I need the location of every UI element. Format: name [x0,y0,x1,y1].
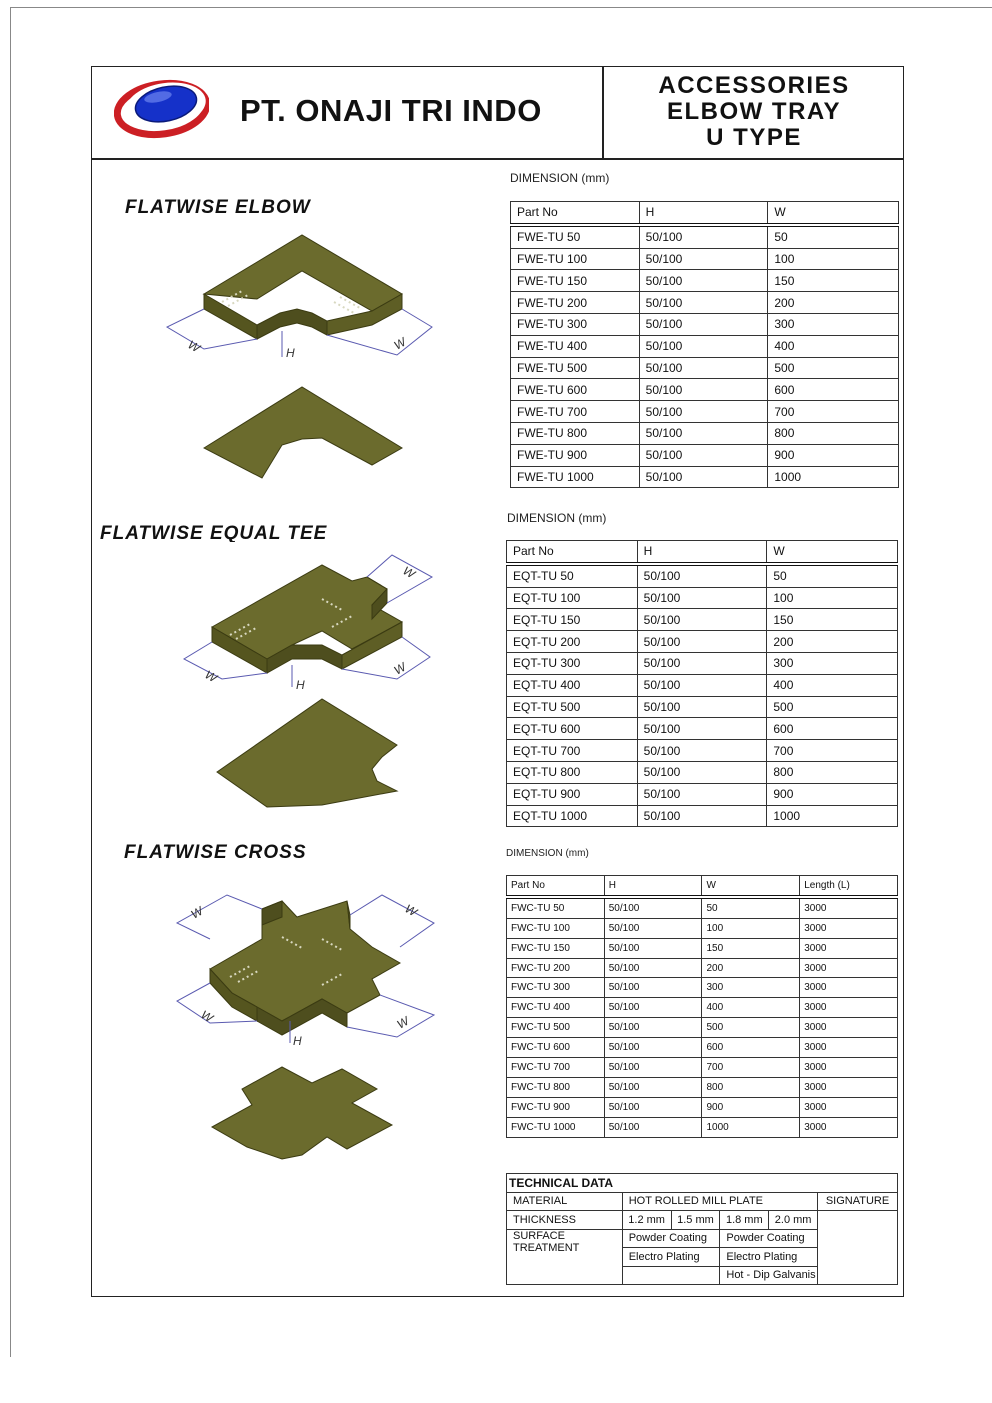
dim-label-w-left: W [202,667,220,686]
table-row [507,652,898,674]
document-title [604,73,904,151]
table-cell: 100 [767,587,898,609]
table-row [507,761,898,783]
dim-label-w-top: W [400,563,418,582]
table-row [507,1097,898,1117]
table-row [507,674,898,696]
table-cell: 50/100 [637,674,767,696]
column-header: W [702,876,800,897]
table-cell: 50/100 [604,998,702,1018]
technical-data-title: TECHNICAL DATA [507,1174,898,1193]
table-cell: 50/100 [639,401,768,423]
table-cell: FWC-TU 50 [507,897,605,918]
dim-label-w-top-right: W [402,901,420,920]
table-row [507,958,898,978]
surface-treatment-value: Powder Coating [622,1229,720,1248]
table-cell: EQT-TU 700 [507,740,638,762]
thickness-value: 2.0 mm [769,1211,818,1230]
column-header: H [639,202,768,225]
table-cell: 900 [768,444,899,466]
surface-treatment-value: Electro Plating [622,1248,720,1267]
column-header: W [767,541,898,564]
table-cell: 3000 [800,918,898,938]
table-cell: 1000 [702,1117,800,1137]
table-row [507,1117,898,1137]
dimension-label-cross: DIMENSION (mm) [506,848,589,859]
table-cell: 600 [768,379,899,401]
dim-label-h: H [293,1034,302,1048]
page-edge-top [10,7,992,8]
table-cell: FWE-TU 400 [511,335,640,357]
table-cell: FWC-TU 100 [507,918,605,938]
table-cell: 50/100 [637,652,767,674]
table-cell: 50/100 [639,422,768,444]
table-row [511,335,899,357]
table-cell: 600 [702,1038,800,1058]
table-row [511,225,899,248]
table-cell: 150 [767,609,898,631]
flatwise-equal-tee-drawing [172,547,452,807]
table-cell: EQT-TU 50 [507,564,638,587]
table-header-row [511,202,899,225]
table-cell: EQT-TU 150 [507,609,638,631]
table-cell: FWE-TU 200 [511,292,640,314]
table-row [507,631,898,653]
table-cell: 50/100 [639,225,768,248]
table-cell: 50/100 [639,270,768,292]
surface-treatment-value: Powder Coating [720,1229,818,1248]
table-cell: EQT-TU 1000 [507,805,638,827]
table-cell: EQT-TU 500 [507,696,638,718]
dim-label-w-bottom-right: W [394,1013,412,1032]
column-header: H [604,876,702,897]
table-row [507,587,898,609]
dim-label-h: H [286,346,295,360]
table-cell: 900 [767,783,898,805]
table-row [507,718,898,740]
table-row [511,422,899,444]
table-row [511,401,899,423]
table-cell: FWC-TU 150 [507,938,605,958]
document-title-line-1: ACCESSORIES [658,72,850,99]
table-cell: FWE-TU 300 [511,313,640,335]
table-row [511,270,899,292]
signature-label: SIGNATURE [818,1192,898,1211]
table-cell: 50/100 [604,938,702,958]
table-cell: 50/100 [604,978,702,998]
table-cell: 50/100 [639,466,768,488]
table-cell: 50/100 [637,718,767,740]
table-cell: 50/100 [637,805,767,827]
table-cell: FWC-TU 500 [507,1018,605,1038]
table-cell: FWE-TU 600 [511,379,640,401]
table-cell: EQT-TU 900 [507,783,638,805]
table-cell: 500 [768,357,899,379]
table-cell: 50/100 [604,1077,702,1097]
table-row [511,292,899,314]
table-row [507,1192,898,1211]
table-row [507,1018,898,1038]
dim-label-w-left: W [185,337,203,356]
table-cell: 1000 [767,805,898,827]
table-cell: 1000 [768,466,899,488]
table-cell: 50/100 [639,313,768,335]
table-row [507,978,898,998]
table-row [511,466,899,488]
table-cell: 300 [768,313,899,335]
table-cell: FWE-TU 100 [511,248,640,270]
table-cell: 800 [767,761,898,783]
table-cell: 900 [702,1097,800,1117]
table-cell: 50/100 [604,918,702,938]
material-value: HOT ROLLED MILL PLATE [622,1192,817,1211]
table-cell: 200 [767,631,898,653]
table-cell: FWC-TU 200 [507,958,605,978]
table-cell: 700 [768,401,899,423]
table-row [507,1211,898,1230]
table-cell: 800 [768,422,899,444]
material-label: MATERIAL [507,1192,623,1211]
table-row [507,783,898,805]
table-cell: 200 [702,958,800,978]
table-cell: 200 [768,292,899,314]
table-cell: 3000 [800,938,898,958]
thickness-value: 1.8 mm [720,1211,769,1230]
table-cell: FWE-TU 800 [511,422,640,444]
table-cell: FWE-TU 150 [511,270,640,292]
table-cell: EQT-TU 100 [507,587,638,609]
thickness-value: 1.2 mm [622,1211,671,1230]
table-row [511,313,899,335]
table-row [511,444,899,466]
table-cell: 300 [702,978,800,998]
signature-box [818,1211,898,1285]
table-cell: FWE-TU 50 [511,225,640,248]
column-header: Part No [507,876,605,897]
table-row [507,564,898,587]
table-cell: 50 [702,897,800,918]
dim-label-w-bottom-left: W [198,1007,216,1026]
table-row [507,740,898,762]
flatwise-cross-drawing [172,897,452,1177]
table-cell: 50/100 [639,335,768,357]
surface-treatment-label: SURFACE TREATMENT [507,1229,623,1285]
table-cell: 150 [768,270,899,292]
elbow-dimension-table [510,201,899,488]
table-cell: FWE-TU 700 [511,401,640,423]
document-title-line-2: ELBOW TRAY [666,98,842,125]
table-cell: 3000 [800,1018,898,1038]
document-title-line-3: U TYPE [706,124,802,151]
company-logo [114,75,209,145]
table-cell: 3000 [800,897,898,918]
table-row [507,938,898,958]
table-cell: 50/100 [637,740,767,762]
cross-dimension-table [506,875,898,1138]
table-cell: 3000 [800,1117,898,1137]
table-cell: FWE-TU 1000 [511,466,640,488]
thickness-label: THICKNESS [507,1211,623,1230]
table-cell: FWC-TU 800 [507,1077,605,1097]
table-cell: EQT-TU 400 [507,674,638,696]
table-cell: 700 [702,1058,800,1078]
dimension-label-elbow: DIMENSION (mm) [510,171,610,185]
table-cell: 50/100 [637,761,767,783]
table-cell: EQT-TU 800 [507,761,638,783]
table-cell: 50/100 [639,357,768,379]
surface-treatment-value: Hot - Dip Galvanis [720,1266,818,1285]
table-cell: FWC-TU 1000 [507,1117,605,1137]
table-cell: 3000 [800,998,898,1018]
table-cell: 400 [768,335,899,357]
table-cell: 50/100 [604,1097,702,1117]
dimension-label-tee: DIMENSION (mm) [507,511,607,525]
table-cell: 50 [768,225,899,248]
column-header: Part No [511,202,640,225]
flatwise-elbow-drawing [162,227,442,487]
section-title-flatwise-equal-tee: FLATWISE EQUAL TEE [100,523,328,542]
table-cell: 50/100 [604,958,702,978]
table-cell: 400 [702,998,800,1018]
table-cell: 3000 [800,1097,898,1117]
table-cell: 50/100 [639,292,768,314]
table-cell: 50/100 [604,897,702,918]
table-cell: 3000 [800,958,898,978]
table-cell: 50/100 [604,1117,702,1137]
table-cell: 100 [702,918,800,938]
table-cell: 50/100 [637,564,767,587]
column-header: Length (L) [800,876,898,897]
table-cell: 50/100 [637,783,767,805]
table-cell: 50/100 [639,444,768,466]
section-title-flatwise-elbow: FLATWISE ELBOW [125,197,311,218]
table-row [511,379,899,401]
table-header-row [507,541,898,564]
table-row [507,696,898,718]
table-cell: 600 [767,718,898,740]
table-row [507,1077,898,1097]
table-cell: EQT-TU 600 [507,718,638,740]
table-cell: 3000 [800,978,898,998]
table-cell: 50/100 [604,1018,702,1038]
surface-treatment-value: Electro Plating [720,1248,818,1267]
thickness-value: 1.5 mm [671,1211,720,1230]
table-cell: 50/100 [639,379,768,401]
surface-treatment-empty [622,1266,720,1285]
table-header-row [507,876,898,897]
table-cell: 50/100 [637,631,767,653]
table-cell: FWC-TU 300 [507,978,605,998]
table-cell: 500 [702,1018,800,1038]
table-cell: 150 [702,938,800,958]
table-cell: 800 [702,1077,800,1097]
table-row [507,918,898,938]
table-cell: 50/100 [637,609,767,631]
table-row [507,1174,898,1193]
datasheet [91,66,904,1297]
table-cell: 500 [767,696,898,718]
table-cell: 50/100 [639,248,768,270]
table-cell: FWC-TU 900 [507,1097,605,1117]
tee-dimension-table [506,540,898,827]
dim-label-w-right: W [391,334,409,353]
table-cell: 3000 [800,1058,898,1078]
technical-data-table [506,1173,898,1285]
table-cell: 3000 [800,1077,898,1097]
table-row [507,1038,898,1058]
table-cell: FWC-TU 400 [507,998,605,1018]
table-row [507,998,898,1018]
table-cell: 50/100 [604,1058,702,1078]
table-row [511,248,899,270]
table-cell: FWE-TU 500 [511,357,640,379]
dim-label-h: H [296,678,305,692]
table-cell: FWC-TU 600 [507,1038,605,1058]
table-cell: 50/100 [604,1038,702,1058]
table-row [507,897,898,918]
page-edge-left [10,7,11,1357]
table-row [507,609,898,631]
table-cell: 400 [767,674,898,696]
table-row [507,805,898,827]
table-cell: FWC-TU 700 [507,1058,605,1078]
section-title-flatwise-cross: FLATWISE CROSS [124,842,307,863]
table-row [511,357,899,379]
dim-label-w-top-left: W [188,903,206,922]
table-cell: 700 [767,740,898,762]
dim-label-w-right: W [391,659,409,678]
column-header: H [637,541,767,564]
table-cell: EQT-TU 200 [507,631,638,653]
table-cell: 50/100 [637,587,767,609]
table-cell: 300 [767,652,898,674]
table-cell: 50/100 [637,696,767,718]
column-header: Part No [507,541,638,564]
table-cell: 50 [767,564,898,587]
table-cell: FWE-TU 900 [511,444,640,466]
column-header: W [768,202,899,225]
table-cell: 100 [768,248,899,270]
table-cell: EQT-TU 300 [507,652,638,674]
table-cell: 3000 [800,1038,898,1058]
company-name: PT. ONAJI TRI INDO [240,93,542,128]
header-divider [92,158,903,160]
table-row [507,1058,898,1078]
